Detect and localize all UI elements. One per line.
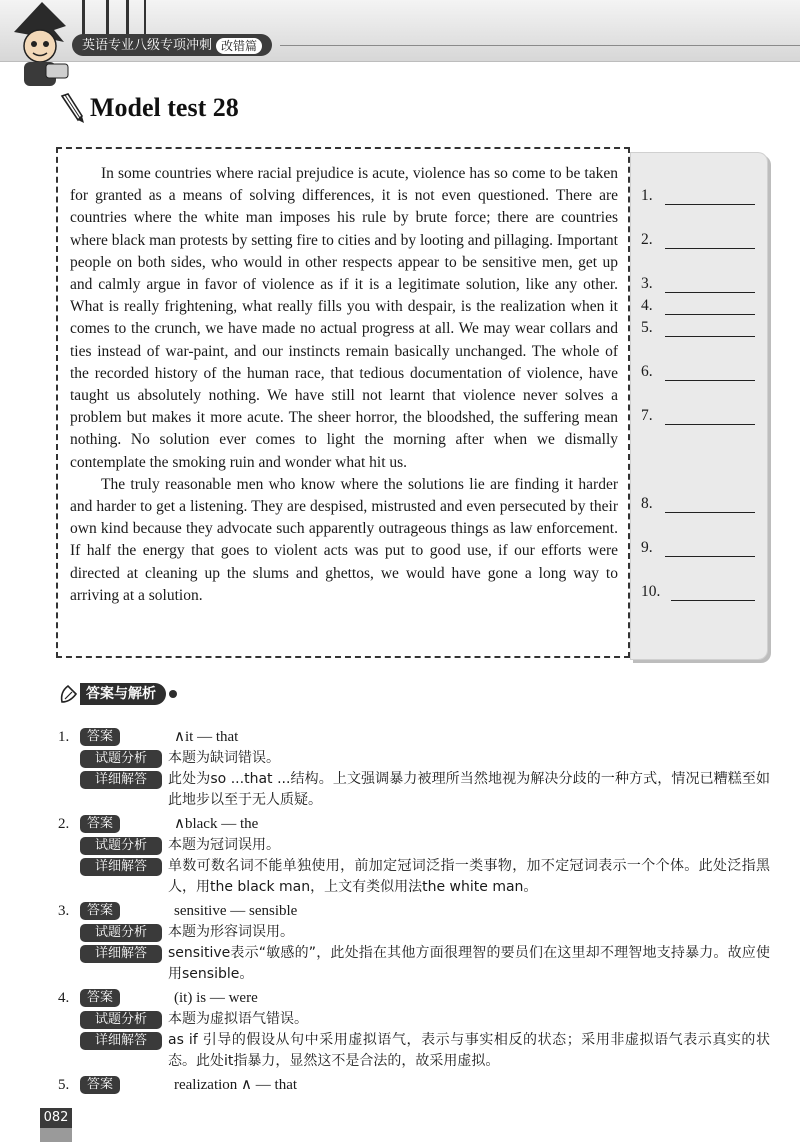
passage-box [56,147,630,658]
answer-blank[interactable] [641,319,755,337]
detail-text: as if 引导的假设从句中采用虚拟语气，表示与事实相反的状态；采用非虚拟语气表示真实的状态。此处it指暴力，显然这不是合法的，故采用虚拟。 [168,1032,770,1069]
passage-paragraph: The truly reasonable men who know where the solutions lie are finding it harder and harder to get a listening. They are despised, mistrusted and even persecuted by their own kind because they advocate such apparently outrageous things as law enforcement. If half the energy that goes to violent acts was put to good use, if our efforts were directed at cleaning up the slums and ghettos, we would have gone a long way to arriving at a solution. [70,475,618,604]
blank-line [671,586,755,601]
passage-paragraph: In some countries where racial prejudice is acute, violence has so come to be taken for granted as a means of solving differences, it is not even questioned. There are countries where the white man imposes his rule by brute force; there are countries where black man protests by setting fire to cities and by looting and pillaging. Important people on both sides, who would in other respects appear to be sensitive men, get up and calmly argue in favor of violence as if it is a legitimate solution, like any other. What is really frightening, what really fills you with despair, is the realization when it comes to the crunch, we have made no actual progress at all. We may wear collars and ties instead of war-paint, and our instincts remain basically unchanged. The whole of the recorded history of the human race, that tedious documentation of violence, have taught us absolutely nothing. We have still not learnt that violence never solves a problem but makes it more acute. The sheer horror, the bloodshed, the suffering mean nothing. No solution ever comes to light the morning after when we dismally contemplate the smoking ruin and wonder what hit us. [70,165,618,471]
section-tag: 改错篇 [216,38,262,54]
answer-item [58,987,770,1072]
detail-text: sensitive表示“敏感的”，此处指在其他方面很理智的要员们在这里却不理智地支持暴力。故应使用sensible。 [168,945,770,982]
blank-line [665,542,755,557]
analysis-badge: 试题分析 [80,750,162,768]
answer-blank[interactable] [641,583,755,601]
answer-number: 2. [58,816,70,832]
blank-number: 5. [641,319,653,336]
analysis-text: 本题为虚拟语气错误。 [168,1011,308,1027]
answer-blank[interactable] [641,297,755,315]
blank-number: 10. [641,583,661,600]
answer-badge: 答案 [80,815,120,833]
analysis-badge: 试题分析 [80,924,162,942]
pencil-icon [58,92,86,124]
answer-number: 5. [58,1077,70,1093]
answer-blank[interactable] [641,187,755,205]
blank-line [665,190,755,205]
detail-badge: 详细解答 [80,771,162,789]
answer-item [58,1074,770,1096]
answer-text: realization ∧ — that [174,1077,298,1093]
header-rule [280,45,800,46]
blank-number: 3. [641,275,653,292]
blank-line [665,410,755,425]
blank-line [665,234,755,249]
blank-line [665,366,755,381]
answer-text: ∧it — that [174,729,239,745]
analysis-badge: 试题分析 [80,837,162,855]
answer-blank[interactable] [641,407,755,425]
detail-badge: 详细解答 [80,945,162,963]
answer-badge: 答案 [80,1076,120,1094]
answer-item [58,726,770,811]
blank-line [665,322,755,337]
analysis-text: 本题为形容词误用。 [168,924,294,940]
blank-line [665,278,755,293]
answer-blanks-column [630,152,768,660]
answer-blank[interactable] [641,275,755,293]
book-title: 英语专业八级专项冲刺 [82,37,213,53]
blank-number: 8. [641,495,653,512]
blank-line [665,498,755,513]
page-title: Model test 28 [90,93,239,122]
answers-section-title: 答案与解析 [80,683,166,705]
header-book-title [72,34,272,56]
answer-blank[interactable] [641,539,755,557]
answer-number: 4. [58,990,70,1006]
answer-blank[interactable] [641,363,755,381]
page-number: 082 [40,1108,72,1128]
answer-item [58,900,770,985]
analysis-badge: 试题分析 [80,1011,162,1029]
blank-number: 6. [641,363,653,380]
answer-badge: 答案 [80,989,120,1007]
answer-text: sensitive — sensible [174,903,298,919]
answer-badge: 答案 [80,728,120,746]
blank-line [665,300,755,315]
detail-badge: 详细解答 [80,858,162,876]
blank-number: 9. [641,539,653,556]
analysis-text: 本题为缺词错误。 [168,750,280,766]
answer-number: 3. [58,903,70,919]
blank-number: 2. [641,231,653,248]
answer-blank[interactable] [641,231,755,249]
detail-badge: 详细解答 [80,1032,162,1050]
blank-number: 4. [641,297,653,314]
mascot-icon [6,2,78,94]
blank-number: 7. [641,407,653,424]
answer-text: (it) is — were [174,990,258,1006]
passage [70,163,618,607]
page-number-tab [40,1128,72,1142]
analysis-text: 本题为冠词误用。 [168,837,280,853]
answer-blank[interactable] [641,495,755,513]
title-block [58,92,239,124]
bullet-icon [169,690,177,698]
pencil-icon [58,682,80,706]
blank-number: 1. [641,187,653,204]
detail-text: 此处为so ...that ...结构。上文强调暴力被理所当然地视为解决分歧的一种方式，情况已糟糕至如此地步以至于无人质疑。 [168,771,770,808]
answer-text: ∧black — the [174,816,259,832]
answers-section-header [58,682,177,706]
answers-list [58,726,770,1098]
answer-item [58,813,770,898]
answer-badge: 答案 [80,902,120,920]
detail-text: 单数可数名词不能单独使用，前加定冠词泛指一类事物，加不定冠词表示一个个体。此处泛指黑人，用the black man，上文有类似用法the white man。 [168,858,770,895]
answer-number: 1. [58,729,70,745]
